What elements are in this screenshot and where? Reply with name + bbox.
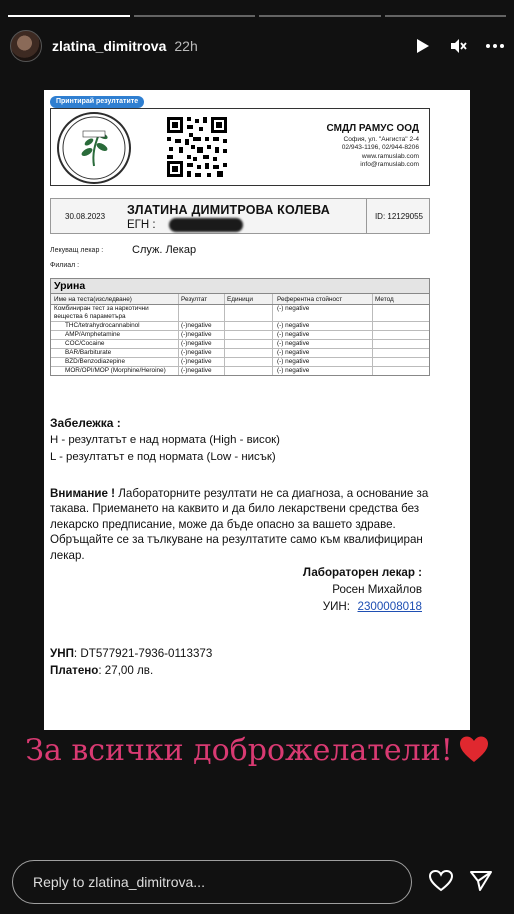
unit-cell [225,367,273,375]
lab-address [342,136,419,170]
result-cell: (-)negative [179,367,225,375]
progress-segment [134,15,256,17]
result-cell: (-)negative [179,322,225,330]
qr-code [165,115,229,179]
table-row [51,349,429,358]
story-header [10,28,504,64]
progress-segment [259,15,381,17]
paid-label: Платено [50,664,99,677]
doctor-value: Служ. Лекар [132,244,197,256]
section-title: Урина [51,279,429,294]
reference-cell: (-) negative [273,367,373,375]
unit-cell [225,322,273,330]
column-header: Име на теста(изследване) [51,294,179,304]
patient-info [50,198,430,234]
unit-cell [225,340,273,348]
username[interactable]: zlatina_dimitrova [52,38,167,54]
test-name-cell: THC/tetrahydrocannabinol [51,322,179,330]
note-title: Забележка : [50,416,121,430]
lab-email-link[interactable]: info@ramuslab.com [360,161,419,169]
lab-result-document [44,90,470,730]
column-header: Резултат [179,294,225,304]
reference-cell: (-) negative [273,349,373,357]
test-date: 30.08.2023 [65,212,106,221]
reply-input[interactable] [12,860,412,904]
filial-label: Филиал : [50,262,80,269]
send-icon[interactable] [468,868,494,894]
progress-segment [385,15,507,17]
lab-header [50,108,430,186]
method-cell [373,305,429,321]
more-icon[interactable] [486,37,504,55]
table-row [51,340,429,349]
reference-cell: (-) negative [273,340,373,348]
table-header [51,294,429,305]
uin-label: УИН: [322,600,350,613]
result-cell [179,305,225,321]
red-heart-icon [459,735,489,765]
unp-value: : DT577921-7936-0113373 [73,647,213,660]
reference-cell: (-) negative [273,331,373,339]
column-header: Референтна стойност [273,294,373,304]
note-line: L - резултатът е под нормата (Low - нисък) [50,451,276,463]
story-caption [0,733,514,768]
column-header: Метод [375,296,394,303]
paid-value: : 27,00 лв. [98,664,154,677]
attention-label: Внимание ! [50,487,116,500]
table-row [51,331,429,340]
play-icon[interactable] [414,37,432,55]
print-results-button[interactable]: Принтирай резултатите [50,96,144,108]
test-name-cell: BAR/Barbiturate [51,349,179,357]
attention-notice [50,486,434,563]
table-row [51,305,429,322]
lab-website-link[interactable]: www.ramuslab.com [361,152,419,160]
column-header: Единици [225,294,273,304]
method-cell [373,331,429,339]
attention-text: Лабораторните резултати не са диагноза, а основание за такава. Приемането на каквито и да било лекарствени средства без лекарско предписание, може да бъде опасно за вашето здраве. Обръщайте се за тълкуване на резултатите само към квалифициран лекар. [50,487,429,562]
lab-doctor-name: Росен Михайлов [332,583,422,596]
egn-label: ЕГН : [127,219,156,231]
table-row [51,322,429,331]
patient-id: ID: 12129055 [374,212,423,221]
unit-cell [225,331,273,339]
lab-address-line: София, ул. "Ангиста" 2-4 [343,136,419,143]
test-name-cell: AMP/Amphetamine [51,331,179,339]
test-name-cell: MOR/OPI/MOP (Morphine/Heroine) [51,367,179,375]
result-cell: (-)negative [179,331,225,339]
test-name-cell: COC/Cocaine [51,340,179,348]
reply-placeholder: Reply to zlatina_dimitrova... [33,874,205,890]
note-line: H - резултатът е над нормата (High - висок) [50,434,280,446]
uin-link[interactable]: 2300008018 [357,600,422,613]
results-table [50,278,430,376]
unp-label: УНП [50,647,74,660]
lab-name: СМДЛ РАМУС ООД [326,123,419,134]
redacted-egn [169,218,243,232]
lab-logo [57,112,131,184]
method-cell [373,358,429,366]
heart-icon[interactable] [428,868,454,894]
result-cell: (-)negative [179,349,225,357]
result-cell: (-)negative [179,358,225,366]
method-cell [373,340,429,348]
table-row [51,358,429,367]
reference-cell: (-) negative [273,358,373,366]
unp-row [50,647,212,660]
post-time: 22h [174,38,198,54]
lab-doctor-title: Лабораторен лекар : [302,566,422,579]
paid-row [50,664,153,677]
avatar[interactable] [10,30,42,62]
doctor-label: Лекуващ лекар : [50,247,104,254]
method-cell [373,322,429,330]
mute-icon[interactable] [450,37,468,55]
reference-cell: (-) negative [273,322,373,330]
method-cell [373,349,429,357]
patient-name: ЗЛАТИНА ДИМИТРОВА КОЛЕВА [127,203,330,217]
table-row [51,367,429,375]
caption-text: За всички доброжелатели! [25,733,453,768]
test-name-cell: Комбиниран тест за наркотични вещества 6 параметъра [51,305,179,321]
method-cell [373,367,429,375]
test-name-cell: BZD/Benzodiazepine [51,358,179,366]
unit-cell [225,349,273,357]
unit-cell [225,305,273,321]
reference-cell: (-) negative [273,305,373,321]
unit-cell [225,358,273,366]
progress-segment [8,15,130,17]
result-cell: (-)negative [179,340,225,348]
story-progress [8,15,506,17]
lab-address-line: 02/943-1196, 02/944-8206 [341,144,419,152]
